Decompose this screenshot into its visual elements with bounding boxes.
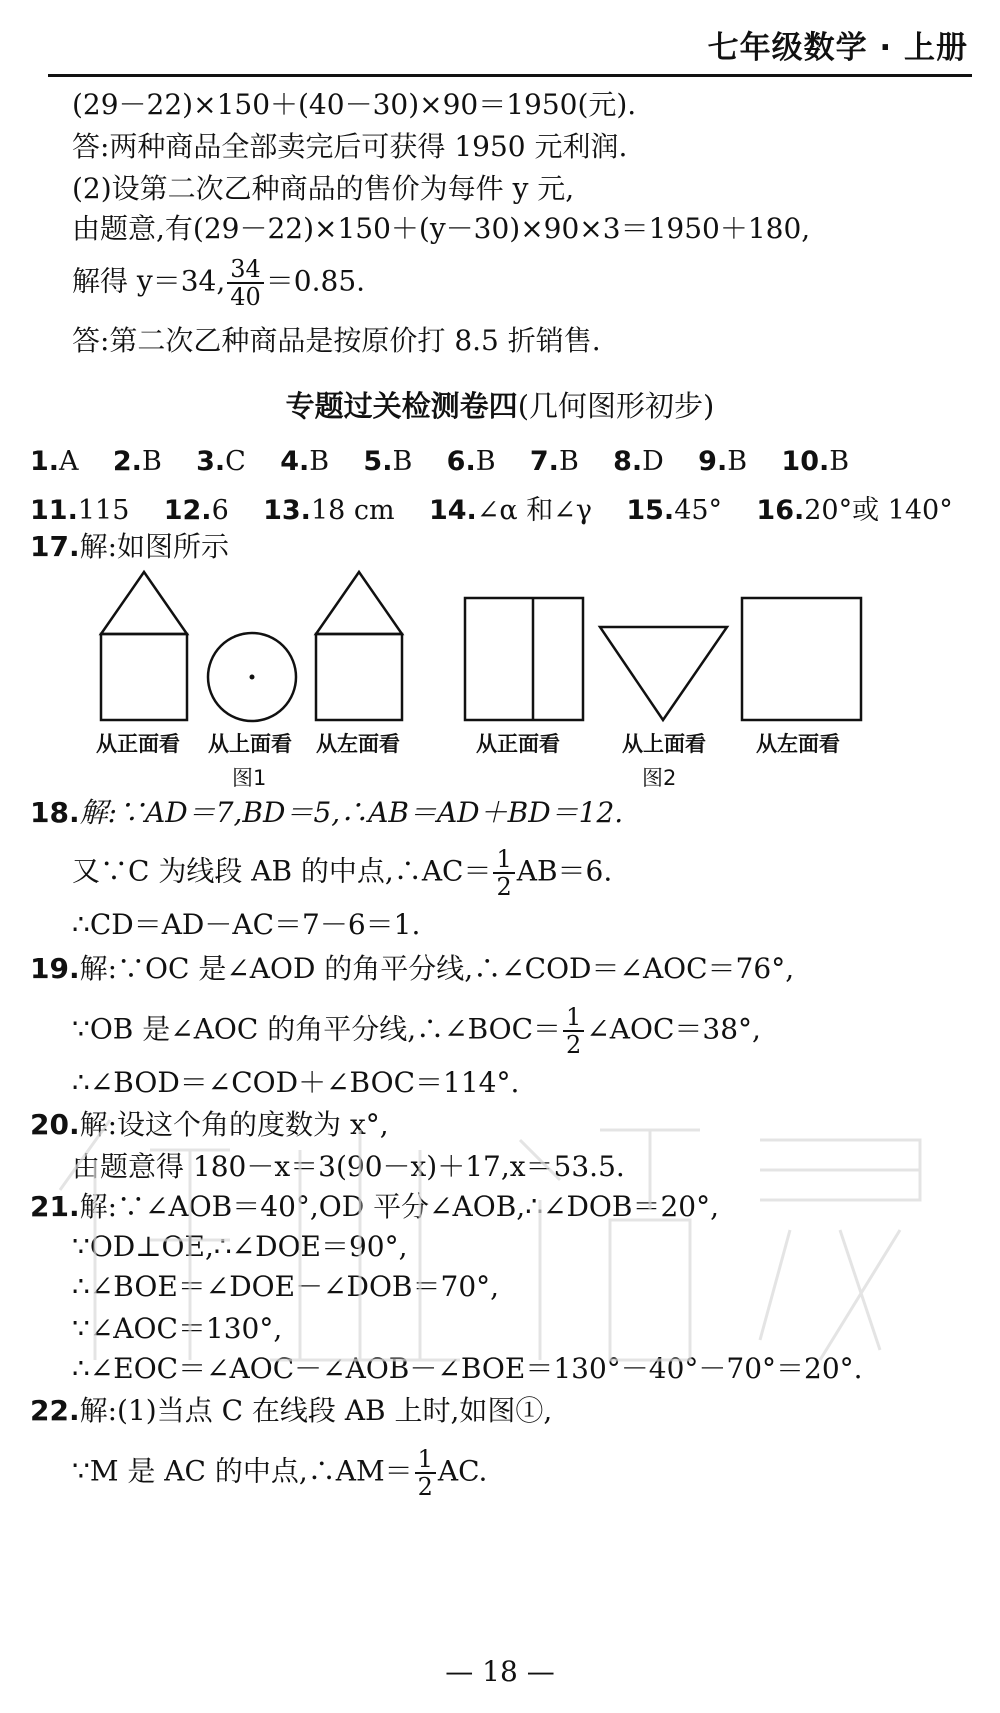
q19-line-1: [30, 952, 794, 986]
q21-text: 解:∵∠AOB＝40°,OD 平分∠AOB,∴∠DOB＝20°,: [79, 1190, 719, 1223]
q21-line-4: ∵∠AOC＝130°,: [72, 1312, 283, 1345]
section-title-sub: (几何图形初步): [517, 389, 715, 423]
q19-line-3: ∴∠BOD＝∠COD＋∠BOC＝114°.: [72, 1066, 520, 1099]
answer-item: 5.B: [363, 446, 413, 477]
q17-number: 17.: [30, 530, 80, 563]
fraction-half: [493, 846, 514, 900]
q20-line-2: 由题意得 180－x＝3(90－x)＋17,x＝53.5.: [72, 1150, 625, 1183]
prev-line-4: 由题意,有(29－22)×150＋(y－30)×90×3＝1950＋180,: [72, 212, 811, 245]
fig2-label-top: 从上面看: [622, 732, 706, 756]
q18-line-2-prefix: 又∵C 为线段 AB 的中点,∴AC＝: [72, 854, 492, 888]
answer-item: 2.B: [112, 446, 162, 477]
answer-item: 12.6: [163, 495, 229, 526]
q19-line-2-suffix: ∠AOC＝38°,: [586, 1012, 761, 1046]
section-title-main: 专题过关检测卷四: [285, 389, 518, 423]
fraction-numerator: 1: [563, 1004, 584, 1032]
fig1-label-left: 从左面看: [316, 732, 400, 756]
answer-item: 13.18 cm: [263, 495, 395, 526]
fraction-half: [563, 1004, 584, 1058]
q22-line-2-suffix: AC.: [437, 1454, 488, 1488]
fig2-label-front: 从正面看: [476, 732, 560, 756]
q17-text: 解:如图所示: [79, 530, 230, 563]
q22-line-2-prefix: ∵M 是 AC 的中点,∴AM＝: [72, 1454, 413, 1488]
q21-number: 21.: [30, 1190, 80, 1223]
fig2-caption: 图2: [642, 766, 677, 790]
q18-line-2-suffix: AB＝6.: [516, 854, 613, 888]
q22-line-2: [72, 1446, 487, 1500]
watermark-graphic: [0, 1060, 1000, 1390]
fig1-left-triangle: [316, 572, 402, 634]
q21-line-5: ∴∠EOC＝∠AOC－∠AOB－∠BOE＝130°－40°－70°＝20°.: [72, 1352, 863, 1385]
q22-text: 解:(1)当点 C 在线段 AB 上时,如图①,: [79, 1394, 553, 1427]
prev-line-6: 答:第二次乙种商品是按原价打 8.5 折销售.: [72, 324, 601, 357]
q20-number: 20.: [30, 1108, 80, 1141]
q18-line-1: [30, 796, 623, 830]
prev-line-5-prefix: 解得 y＝34,: [72, 264, 226, 298]
q18-text: 解:∵AD＝7,BD＝5,∴AB＝AD＋BD＝12.: [79, 796, 624, 829]
fig2-top-triangle: [600, 627, 727, 720]
fig1-top-center-dot: [250, 675, 255, 680]
q18-line-2: [72, 846, 612, 900]
fig1-front-square: [101, 634, 187, 720]
fig2-front-rect: [465, 598, 583, 720]
q19-line-2-prefix: ∵OB 是∠AOC 的角平分线,∴∠BOC＝: [72, 1012, 562, 1046]
answer-item: 1.A: [30, 446, 79, 477]
fig1-label-front: 从正面看: [96, 732, 180, 756]
q21-line-3: ∴∠BOE＝∠DOE－∠DOB＝70°,: [72, 1270, 500, 1303]
prev-line-5-suffix: ＝0.85.: [265, 264, 366, 298]
prev-line-1: (29－22)×150＋(40－30)×90＝1950(元).: [72, 88, 637, 121]
fraction-denominator: 2: [496, 873, 512, 901]
answer-item: 8.D: [613, 446, 664, 477]
q21-line-2: ∵OD⊥OE,∴∠DOE＝90°,: [72, 1230, 408, 1263]
q22-line-1: [30, 1394, 552, 1428]
q19-line-2: [72, 1004, 761, 1058]
prev-line-2: 答:两种商品全部卖完后可获得 1950 元利润.: [72, 130, 628, 163]
fraction-denominator: 2: [566, 1031, 582, 1059]
fraction-denominator: 40: [230, 283, 261, 311]
fig1-label-top: 从上面看: [208, 732, 292, 756]
header-title: 七年级数学 · 上册: [707, 30, 968, 66]
answer-item: 11.115: [30, 495, 130, 526]
q22-number: 22.: [30, 1394, 80, 1427]
fraction-denominator: 2: [417, 1473, 433, 1501]
prev-line-3: (2)设第二次乙种商品的售价为每件 y 元,: [72, 172, 575, 205]
fraction-numerator: 1: [415, 1446, 436, 1474]
answer-item: 14.∠α 和∠γ: [428, 495, 593, 526]
fraction-half: [415, 1446, 436, 1500]
fig2-label-left: 从左面看: [756, 732, 840, 756]
q19-number: 19.: [30, 952, 80, 985]
answer-item: 16.20°或 140°: [756, 495, 953, 526]
answer-item: 4.B: [280, 446, 330, 477]
answer-item: 7.B: [529, 446, 579, 477]
answer-item: 9.B: [698, 446, 748, 477]
fraction-numerator: 1: [493, 846, 514, 874]
q18-number: 18.: [30, 796, 80, 829]
answer-item: 10.B: [781, 446, 850, 477]
answer-item: 6.B: [446, 446, 496, 477]
fig1-left-square: [316, 634, 402, 720]
fig1-front-triangle: [101, 572, 187, 634]
page-number: — 18 —: [445, 1655, 555, 1688]
fig2-left-square: [742, 598, 861, 720]
answer-item: 15.45°: [626, 495, 723, 526]
q19-text: 解:∵OC 是∠AOD 的角平分线,∴∠COD＝∠AOC＝76°,: [79, 952, 795, 985]
q20-text: 解:设这个角的度数为 x°,: [79, 1108, 389, 1141]
q18-line-3: ∴CD＝AD－AC＝7－6＝1.: [72, 908, 421, 941]
answer-item: 3.C: [196, 446, 246, 477]
fraction-numerator: 34: [227, 256, 264, 284]
fig1-caption: 图1: [232, 766, 267, 790]
